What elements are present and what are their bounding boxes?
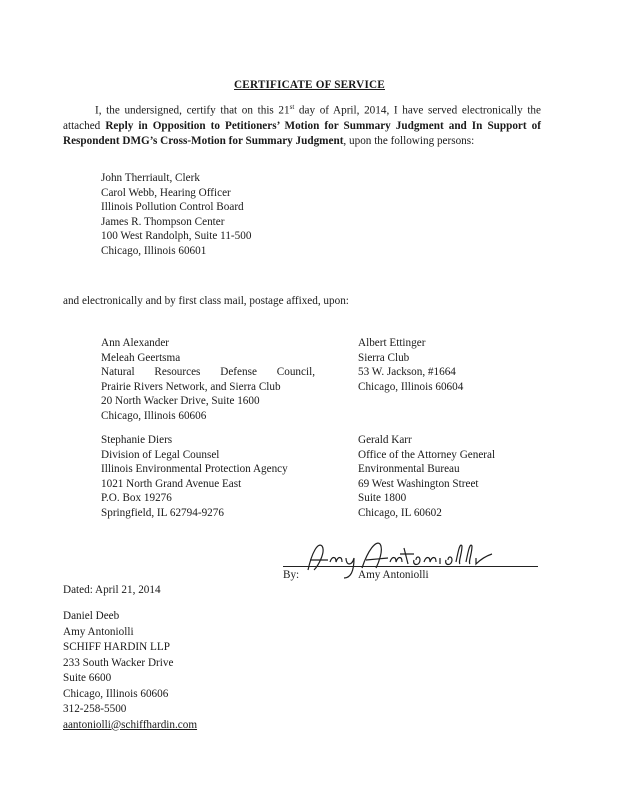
mail-service-line: and electronically and by first class mail, postage affixed, upon: xyxy=(63,295,349,307)
address-line: James R. Thompson Center xyxy=(101,215,225,228)
intro-part3: , upon the following persons: xyxy=(343,134,475,147)
address-line: Stephanie Diers xyxy=(101,434,173,446)
by-label: By: xyxy=(283,569,300,581)
address-line: P.O. Box 19276 xyxy=(101,492,172,505)
intro-ordinal-suffix: st xyxy=(289,103,295,111)
address-line: Suite 1800 xyxy=(358,492,407,505)
intro-part2: day of April, 2014, I have served electronically the attached xyxy=(63,104,541,132)
counsel-line: 312-258-5500 xyxy=(63,703,127,715)
address-line: Chicago, Illinois 60604 xyxy=(358,380,464,393)
intro-paragraph xyxy=(63,100,541,149)
signer-name: Amy Antoniolli xyxy=(358,569,429,581)
address-line: Office of the Attorney General xyxy=(358,448,496,461)
counsel-line: Daniel Deeb xyxy=(63,610,120,622)
intro-part1: I, the undersigned, certify that on this 21 xyxy=(95,104,290,117)
address-line: Ann Alexander xyxy=(101,337,170,349)
address-line: 100 West Randolph, Suite 11-500 xyxy=(101,230,252,243)
address-line: Albert Ettinger xyxy=(358,337,426,349)
address-line: 20 North Wacker Drive, Suite 1600 xyxy=(101,395,260,408)
address-line: Chicago, IL 60602 xyxy=(358,506,442,519)
recipient-nrdc-address xyxy=(101,336,315,424)
address-line: Environmental Bureau xyxy=(358,463,460,476)
signature-line xyxy=(283,566,538,567)
address-line: John Therriault, Clerk xyxy=(101,172,200,184)
recipient-sierra-club-address xyxy=(358,336,463,394)
address-line: Illinois Environmental Protection Agency xyxy=(101,463,288,476)
recipient-iepa-address xyxy=(101,433,288,521)
address-line: Chicago, Illinois 60606 xyxy=(101,409,207,422)
address-line: Springfield, IL 62794-9276 xyxy=(101,506,224,519)
address-line: Gerald Karr xyxy=(358,434,412,446)
address-line: Illinois Pollution Control Board xyxy=(101,201,244,214)
dated-line: Dated: April 21, 2014 xyxy=(63,584,161,596)
first-recipient-address xyxy=(101,171,251,259)
address-line: Division of Legal Counsel xyxy=(101,448,220,461)
counsel-line: Chicago, Illinois 60606 xyxy=(63,687,169,700)
intro-document-name: Reply in Opposition to Petitioners’ Motion for Summary Judgment and In Support of Respondent DMG’s Cross-Motion for Summary Judgment xyxy=(63,119,541,147)
counsel-email[interactable]: aantoniolli@schiffhardin.com xyxy=(63,718,198,731)
recipient-attorney-general-address xyxy=(358,433,495,521)
address-line: Natural Resources Defense Council, xyxy=(101,366,315,379)
address-line: 1021 North Grand Avenue East xyxy=(101,477,242,490)
address-line: 53 W. Jackson, #1664 xyxy=(358,366,456,379)
address-line: Meleah Geertsma xyxy=(101,351,181,364)
address-line: Carol Webb, Hearing Officer xyxy=(101,186,231,199)
document-title: CERTIFICATE OF SERVICE xyxy=(234,79,385,91)
counsel-address-block xyxy=(63,609,197,733)
counsel-line: Suite 6600 xyxy=(63,672,112,684)
counsel-line: Amy Antoniolli xyxy=(63,625,134,638)
address-line: Chicago, Illinois 60601 xyxy=(101,244,207,257)
address-line: Prairie Rivers Network, and Sierra Club xyxy=(101,380,281,393)
counsel-line: 233 South Wacker Drive xyxy=(63,656,174,669)
counsel-line: SCHIFF HARDIN LLP xyxy=(63,641,170,653)
address-line: Sierra Club xyxy=(358,351,410,364)
address-line: 69 West Washington Street xyxy=(358,477,479,490)
